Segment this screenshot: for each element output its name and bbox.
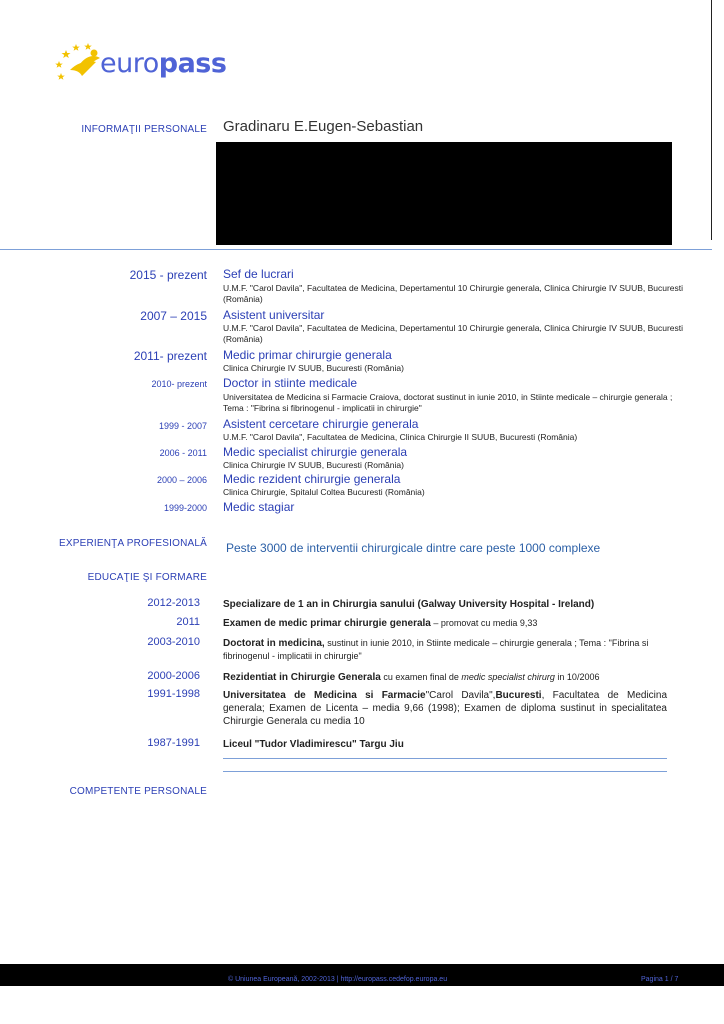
edu-rest: – promovat cu media 9,33 <box>430 618 538 628</box>
divider-education-1 <box>223 758 667 759</box>
job-date: 2007 – 2015 <box>140 309 207 323</box>
edu-rest: sustinut in iunie 2010, in Stiinte medicale – chirurgie generala ; Tema : "Fibrina si fibrinogenul - implicatii in chirurgie" <box>223 638 649 661</box>
redacted-block <box>216 142 672 245</box>
edu-rest2: in 10/2006 <box>554 672 600 682</box>
edu-bold: Liceul "Tudor Vladimirescu" Targu Jiu <box>223 739 404 750</box>
job-desc: Universitatea de Medicina si Farmacie Craiova, doctorat sustinut in iunie 2010, in Stiinte medicale – chirurgie generala ; Tema : "Fibrina si fibrinogenul - implicatii in chirurgie" <box>223 392 673 413</box>
person-name: Gradinaru E.Eugen-Sebastian <box>223 118 424 135</box>
edu-italic: medic specialist chirurg <box>461 672 555 682</box>
edu-date: 2003-2010 <box>147 636 200 648</box>
divider-education-2 <box>223 771 667 772</box>
job-title: Medic primar chirurgie generala <box>223 348 392 362</box>
edu-bold: Rezidentiat in Chirurgie Generala <box>223 672 381 683</box>
job-date: 2010- prezent <box>151 379 207 389</box>
edu-bold: Doctorat in medicina, <box>223 638 325 649</box>
job-desc: U.M.F. "Carol Davila", Facultatea de Medicina, Depertamentul 10 Chirurgie generala, Clinica Chirurgie IV SUUB, Bucuresti (România) <box>223 283 684 304</box>
edu-date: 2000-2006 <box>147 670 200 682</box>
edu-entry <box>223 738 667 751</box>
edu-date: 1991-1998 <box>147 688 200 700</box>
edu-date: 2012-2013 <box>147 597 200 609</box>
experience-summary: Peste 3000 de interventii chirurgicale dintre care peste 1000 complexe <box>226 541 601 555</box>
footer-copyright: © Uniunea Europeană, 2002-2013 | http://europass.cedefop.europa.eu <box>228 976 448 983</box>
label-competences: COMPETENTE PERSONALE <box>69 786 207 797</box>
divider-personal <box>0 249 712 250</box>
edu-bold: Examen de medic primar chirurgie generala <box>223 618 431 629</box>
edu-rest: cu examen final de <box>380 672 462 682</box>
job-date: 2006 - 2011 <box>159 448 207 458</box>
edu-bold: Universitatea de Medicina si Farmacie <box>223 690 426 701</box>
edu-date: 2011 <box>176 616 200 628</box>
job-desc: Clinica Chirurgie IV SUUB, Bucuresti (România) <box>223 460 404 470</box>
job-title: Medic rezident chirurgie generala <box>223 472 401 486</box>
edu-entry <box>223 637 667 663</box>
label-personal-info: INFORMAŢII PERSONALE <box>81 124 207 135</box>
edu-rest2: , Facultatea de Medicina generala; Examen de Licenta – media 9,66 (1998); Examen de diploma sustinut in specialitatea Chirurgie Generala cu media 10 <box>223 690 668 727</box>
edu-date: 1987-1991 <box>147 737 200 749</box>
job-title: Medic specialist chirurgie generala <box>223 445 408 459</box>
job-date: 2000 – 2006 <box>156 475 207 485</box>
job-desc: Clinica Chirurgie, Spitalul Coltea Bucuresti (România) <box>223 487 425 497</box>
page-right-edge <box>711 0 724 240</box>
footer-page-number: Pagina 1 / 7 <box>641 976 679 983</box>
edu-entry <box>223 671 667 684</box>
wordmark-euro: euro <box>100 48 159 79</box>
edu-entry <box>223 617 667 630</box>
job-title: Medic stagiar <box>223 500 295 514</box>
job-desc: U.M.F. "Carol Davila", Facultatea de Medicina, Clinica Chirurgie II SUUB, Bucuresti (România) <box>223 432 578 442</box>
job-title: Asistent cercetare chirurgie generala <box>223 417 419 431</box>
job-desc: U.M.F. "Carol Davila", Facultatea de Medicina, Depertamentul 10 Chirurgie generala, Clinica Chirurgie IV SUUB, Bucuresti (România) <box>223 323 684 344</box>
job-date: 2011- prezent <box>133 349 207 363</box>
wordmark-pass: pass <box>158 48 227 79</box>
job-date: 2015 - prezent <box>129 268 207 282</box>
edu-entry <box>223 598 667 611</box>
edu-entry <box>223 689 667 728</box>
job-title: Doctor in stiinte medicale <box>223 376 358 390</box>
europass-wordmark <box>100 48 226 79</box>
job-date: 1999 - 2007 <box>158 421 207 431</box>
edu-bold2: Bucuresti <box>495 690 542 701</box>
job-date: 1999-2000 <box>163 503 207 513</box>
label-experience: EXPERIENŢA PROFESIONALĂ <box>59 538 207 549</box>
job-title: Sef de lucrari <box>223 267 294 281</box>
job-title: Asistent universitar <box>223 308 325 322</box>
edu-rest: "Carol Davila", <box>425 690 496 701</box>
job-desc: Clinica Chirurgie IV SUUB, Bucuresti (România) <box>223 363 404 373</box>
label-education: EDUCAŢIE ŞI FORMARE <box>87 572 207 583</box>
edu-bold: Specializare de 1 an in Chirurgia sanului (Galway University Hospital - Ireland) <box>223 599 595 610</box>
